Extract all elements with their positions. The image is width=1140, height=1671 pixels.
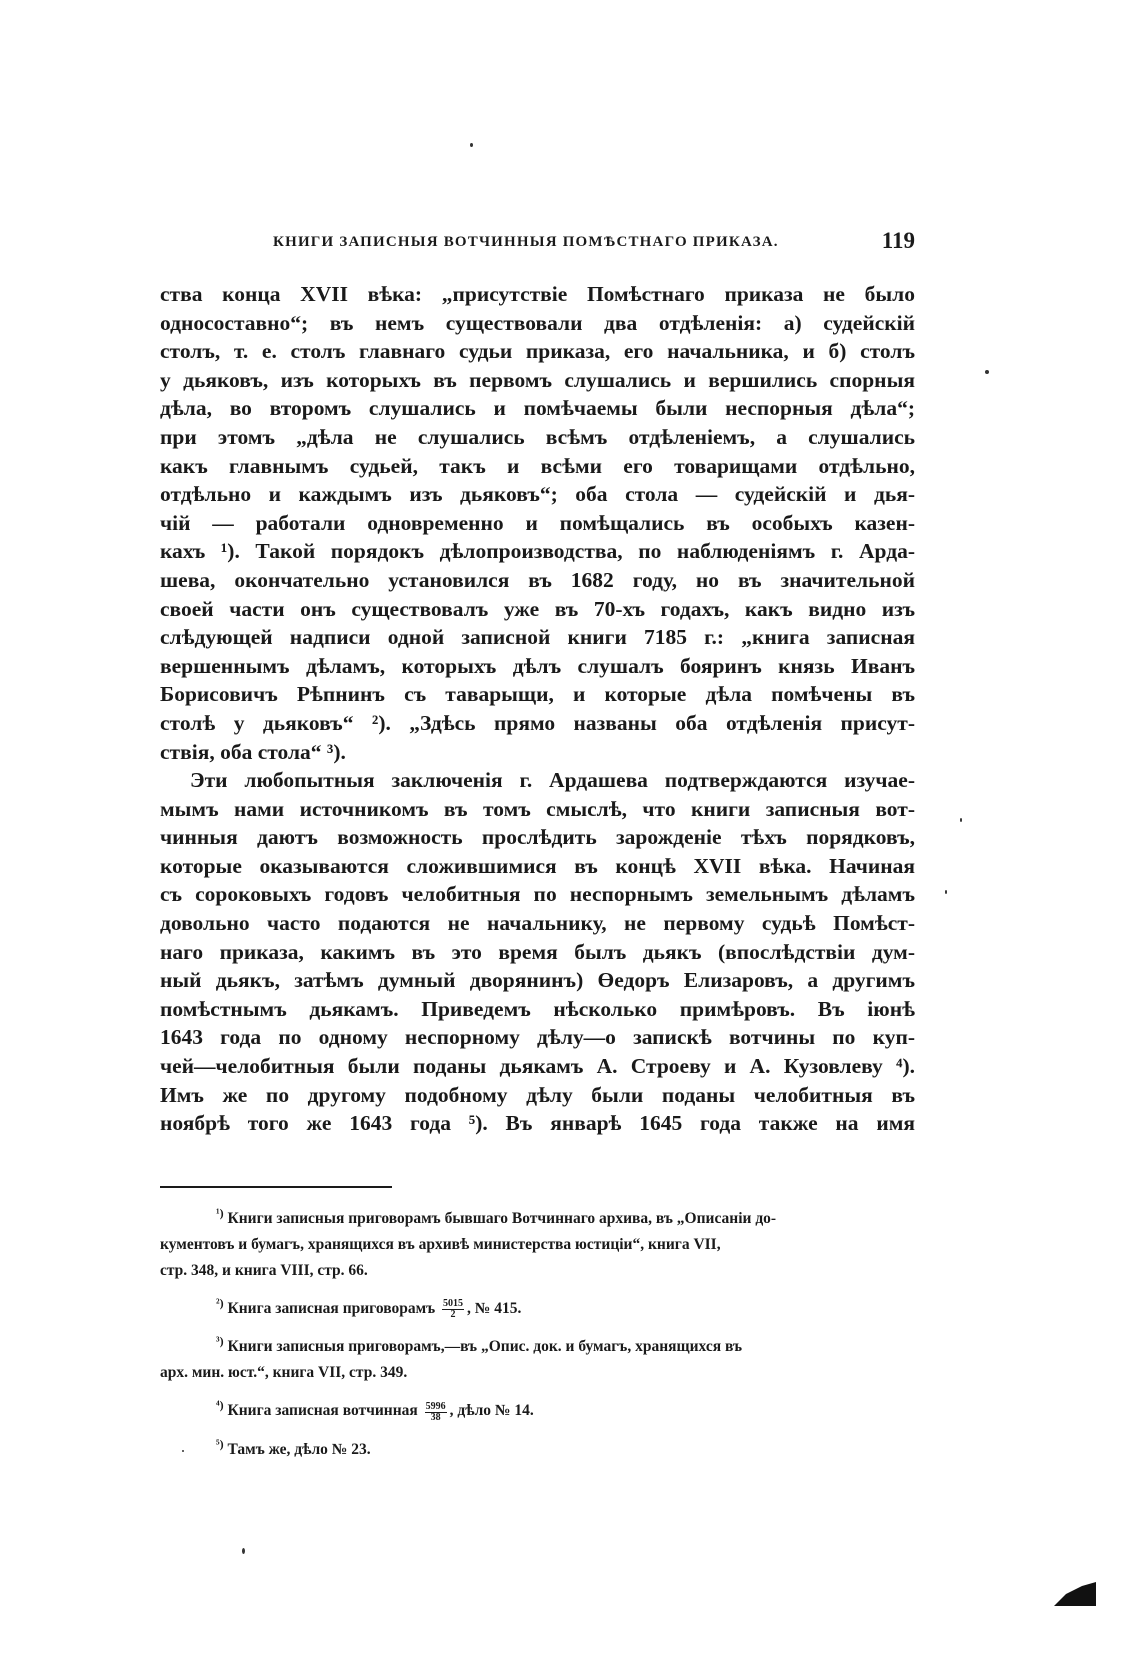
text-line: ства конца XVII вѣка: „присутствіе Помѣстнаго приказа не было [160,282,915,306]
text-line: мымъ нами источникомъ въ томъ смыслѣ, что книги записныя вот- [160,796,915,821]
scan-corner-artifact [1052,1580,1098,1608]
archive-fraction [442,1299,464,1320]
footnote-line [160,1200,915,1232]
text-line: у дьяковъ, изъ которыхъ въ первомъ слушались и вершились спорныя [160,367,915,392]
footnote-mark: ¹) [216,1206,224,1220]
footnote-line: арх. мин. юст.“, книга VII, стр. 349. [160,1364,408,1382]
footnote-text: Книги записныя приговорамъ бывшаго Вотчиннаго архива, въ „Описаніи до- [227,1210,777,1228]
text-line: чей—челобитныя были поданы дьякамъ А. Строеву и А. Кузовлеву ⁴). [160,1054,915,1079]
footnote-separator [160,1186,392,1188]
paragraph-1 [160,280,915,766]
text-line: ный дьякъ, затѣмъ думный дворянинъ) Өедоръ Елизаровъ, а другимъ [160,968,915,993]
text-line: Эти любопытныя заключенія г. Ардашева подтверждаются изучае- [190,768,915,793]
footnote-line [160,1328,915,1360]
page-number: 119 [881,228,915,253]
footnote-mark: ⁵) [216,1436,224,1451]
footnote-2 [160,1290,915,1322]
scan-speck [182,1450,184,1452]
scan-speck [242,1548,245,1554]
text-line: Борисовичъ Рѣпнинъ съ таварыщи, и которые дѣла помѣчены въ [160,682,915,707]
running-title: КНИГИ ЗАПИСНЫЯ ВОТЧИННЫЯ ПОМѢСТНАГО ПРИКАЗА. [273,234,779,250]
fraction-denominator: 38 [430,1411,441,1423]
text-line: дѣла, во второмъ слушались и помѣчаемы были неспорныя дѣла“; [160,396,915,421]
footnote-3 [160,1328,915,1386]
footnote-line [160,1290,915,1322]
text-line: столъ, т. е. столъ главнаго судьи приказа, его начальника, и б) столъ [160,339,915,364]
footnote-line: кументовъ и бумагъ, хранящихся въ архивѣ министерства юстиціи“, книга VII, [160,1236,721,1254]
footnote-5 [160,1431,915,1463]
text-line: съ сороковыхъ годовъ челобитныя по неспорнымъ земельнымъ дѣламъ [160,882,915,907]
text-line: помѣстнымъ дьякамъ. Приведемъ нѣсколько примѣровъ. Въ іюнѣ [160,996,915,1021]
paragraph-2 [160,766,915,1138]
scan-speck [470,143,473,147]
footnotes [160,1200,915,1469]
text-line: чинныя даютъ возможность прослѣдить зарожденіе тѣхъ порядковъ, [160,825,915,850]
page-header [163,228,915,264]
corner-ink-blot [1054,1582,1096,1606]
text-line: какъ главнымъ судьей, такъ и всѣми его товарищами отдѣльно, [160,453,915,478]
footnote-text: Тамъ же, дѣло № 23. [227,1440,371,1458]
text-line: вершеннымъ дѣламъ, которыхъ дѣлъ слушалъ бояринъ князь Иванъ [160,653,915,678]
scan-speck [985,370,989,374]
footnote-line [160,1392,915,1424]
footnote-mark: ⁴) [216,1398,224,1413]
fraction-numerator: 5996 [425,1400,446,1412]
footnote-1 [160,1200,915,1284]
text-line: довольно часто подаются не начальнику, не первому судьѣ Помѣст- [160,911,915,936]
footnote-text: , дѣло № 14. [449,1402,534,1420]
footnote-text: Книги записныя приговорамъ,—въ „Опис. док. и бумагъ, хранящихся въ [227,1338,742,1356]
text-line: чій — работали одновременно и помѣщались въ особыхъ казен- [160,510,915,535]
text-line: слѣдующей надписи одной записной книги 7185 г.: „книга записная [160,625,915,650]
archive-fraction [425,1402,447,1423]
text-line: ствія, оба стола“ ³). [160,739,346,764]
text-line: ноябрѣ того же 1643 года ⁵). Въ январѣ 1645 года также на имя [160,1111,915,1136]
footnote-text: Книга записная вотчинная [227,1402,418,1420]
footnote-text: , № 415. [467,1300,522,1318]
fraction-denominator: 2 [450,1309,456,1321]
text-line: односоставно“; въ немъ существовали два отдѣленія: а) судейскій [160,310,915,335]
text-line: шева, окончательно установился въ 1682 году, но въ значительной [160,567,915,592]
text-line: наго приказа, какимъ въ это время былъ дьякъ (впослѣдствіи дум- [160,939,915,964]
footnote-mark: ²) [216,1296,224,1311]
text-line: которые оказываются сложившимися въ концѣ XVII вѣка. Начиная [160,853,915,878]
scan-speck [960,818,962,822]
footnote-text: Книга записная приговорамъ [227,1300,436,1318]
footnote-mark: ³) [216,1334,224,1349]
text-line: отдѣльно и каждымъ изъ дьяковъ“; оба стола — судейскій и дья- [160,482,915,507]
text-line: своей части онъ существовалъ уже въ 70-хъ годахъ, какъ видно изъ [160,596,915,621]
text-line: столѣ у дьяковъ“ ²). „Здѣсь прямо названы оба отдѣленія присут- [160,710,915,735]
scan-speck [945,890,947,894]
text-line: кахъ ¹). Такой порядокъ дѣлопроизводства, по наблюденіямъ г. Арда- [160,539,915,564]
text-line: при этомъ „дѣла не слушались всѣмъ отдѣленіемъ, а слушались [160,424,915,449]
text-line: Имъ же по другому подобному дѣлу были поданы челобитныя въ [160,1082,915,1107]
main-text [160,280,915,1138]
footnote-4 [160,1392,915,1424]
fraction-numerator: 5015 [443,1298,464,1310]
text-line: 1643 года по одному неспорному дѣлу—о запискѣ вотчины по куп- [160,1025,915,1050]
footnote-line [160,1431,915,1463]
footnote-line: стр. 348, и книга VIII, стр. 66. [160,1262,368,1280]
